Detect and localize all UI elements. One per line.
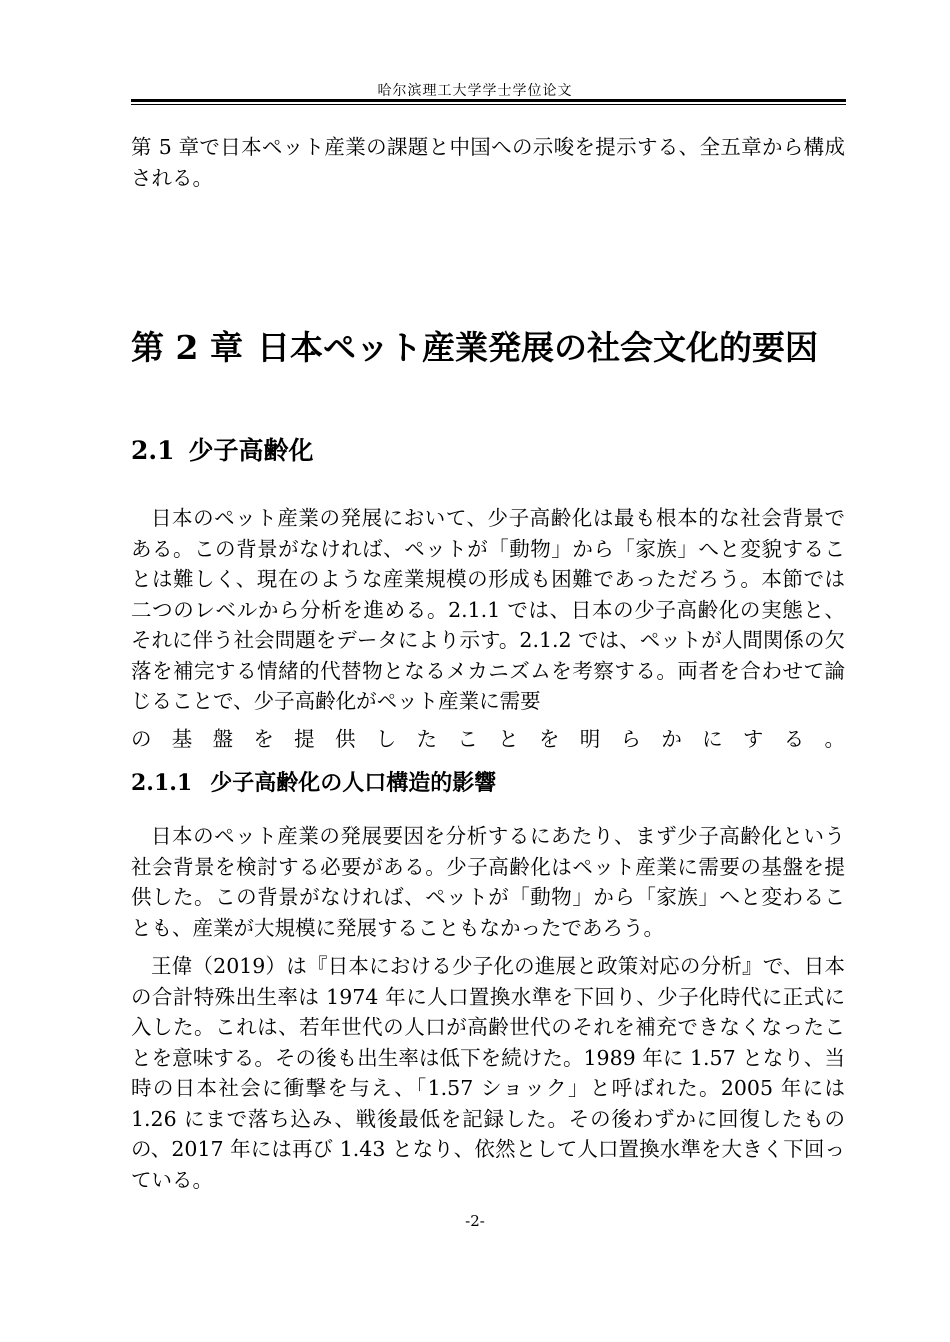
chapter-heading	[131, 324, 818, 372]
subsection-paragraph-1: 日本のペット産業の発展要因を分析するにあたり、まず少子高齢化という社会背景を検討する必要がある。少子高齢化はペット産業に需要の基盤を提供した。この背景がなければ、ペットが「動物」から「家族」へと変わることも、産業が大規模に発展することもなかったであろう。	[131, 824, 845, 940]
section-paragraph-last-line: の基盤を提供したことを明らかにする。	[131, 727, 845, 751]
page-number: -2-	[465, 1212, 485, 1230]
section-number: 2.1	[131, 436, 175, 465]
subsection-number: 2.1.1	[131, 770, 193, 796]
subsection-heading	[131, 766, 496, 800]
subsection-title: 少子高齢化の人口構造的影響	[210, 770, 497, 796]
section-paragraph: 日本のペット産業の発展において、少子高齢化は最も根本的な社会背景である。この背景がなければ、ペットが「動物」から「家族」へと変貌することは難しく、現在のような産業規模の形成も困難であっただろう。本節では二つのレベルから分析を進める。2.1.1 では、日本の少子高齢化の実態と、それに伴う社会問題をデータにより示す。2.1.2 では、ペットが人間関係の欠落を補完する情緒的代替物となるメカニズムを考察する。両者を合わせて論じることで、少子高齢化がペット産業に需要	[131, 506, 845, 713]
intro-paragraph: 第 5 章で日本ペット産業の課題と中国への示唆を提示する、全五章から構成される。	[131, 135, 845, 190]
section-heading	[131, 431, 314, 471]
chapter-title: 日本ペット産業発展の社会文化的要因	[256, 328, 818, 367]
header-rule-thin	[131, 104, 846, 105]
chapter-number: 第 2 章	[131, 328, 243, 367]
subsection-paragraph-2: 王偉（2019）は『日本における少子化の進展と政策対応の分析』で、日本の合計特殊出生率は 1974 年に人口置換水準を下回り、少子化時代に正式に入した。これは、若年世代の人口が高齢世代のそれを補充できなくなったことを意味する。その後も出生率は低下を続けた。1989 年に 1.57 となり、当時の日本社会に衝撃を与え、「1.57 ショック」と呼ばれた。2005 年には 1.26 にまで落ち込み、戦後最低を記録した。その後わずかに回復したものの、2017 年には再び 1.43 となり、依然として人口置換水準を大きく下回っている。	[131, 954, 845, 1192]
header-rule-thick	[131, 99, 846, 102]
page-header-title: 哈尔滨理工大学学士学位论文	[377, 83, 573, 99]
section-title: 少子高齢化	[188, 436, 314, 465]
